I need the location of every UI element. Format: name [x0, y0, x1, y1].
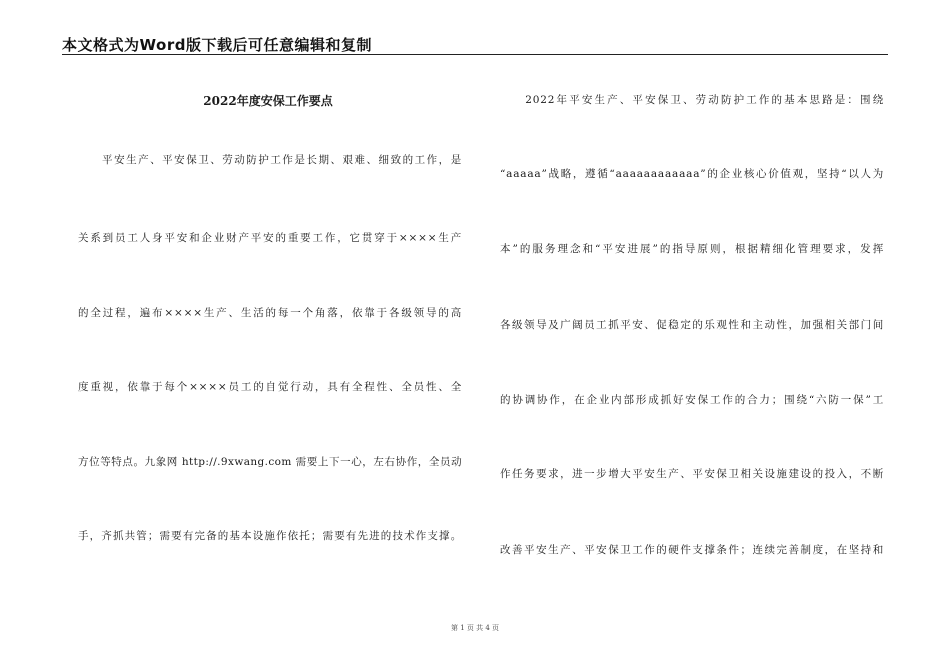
- right-paragraph-line: “aaaaa”战略，遵循“aaaaaaaaaaaa”的企业核心价值观，坚持“以人为: [500, 168, 884, 180]
- left-paragraph-line: 的全过程，遍布××××生产、生活的每一个角落，依靠于各级领导的高: [78, 307, 462, 319]
- left-paragraph-line: 关系到员工人身平安和企业财产平安的重要工作，它贯穿于××××生产: [78, 232, 462, 244]
- left-paragraph-line: 度重视，依靠于每个××××员工的自觉行动，具有全程性、全员性、全: [78, 381, 462, 393]
- right-paragraph-line: 本”的服务理念和“平安进展”的指导原则，根据精细化管理要求，发挥: [500, 243, 884, 255]
- left-paragraph-line: 手，齐抓共管；需要有完备的基本设施作依托；需要有先进的技术作支撑。: [78, 530, 462, 542]
- header-divider: [62, 54, 888, 55]
- right-paragraph-line: 各级领导及广阔员工抓平安、促稳定的乐观性和主动性，加强相关部门间: [500, 319, 884, 331]
- document-title: 2022年度安保工作要点: [203, 94, 333, 108]
- right-paragraph-line: 2022年平安生产、平安保卫、劳动防护工作的基本思路是：围绕: [500, 94, 884, 106]
- left-paragraph-line: 平安生产、平安保卫、劳动防护工作是长期、艰难、细致的工作，是: [78, 154, 462, 166]
- right-paragraph-line: 的协调协作，在企业内部形成抓好安保工作的合力；围绕“六防一保”工: [500, 394, 884, 406]
- page-header-title: 本文格式为Word版下载后可任意编辑和复制: [62, 36, 372, 54]
- right-paragraph-line: 改善平安生产、平安保卫工作的硬件支撑条件；连续完善制度，在坚持和: [500, 544, 884, 556]
- left-paragraph-line: 方位等特点。九象网 http://.9xwang.com 需要上下一心，左右协作，全员动: [78, 456, 462, 468]
- page-number: 第 1 页 共 4 页: [450, 624, 500, 632]
- right-paragraph-line: 作任务要求，进一步增大平安生产、平安保卫相关设施建设的投入，不断: [500, 468, 884, 480]
